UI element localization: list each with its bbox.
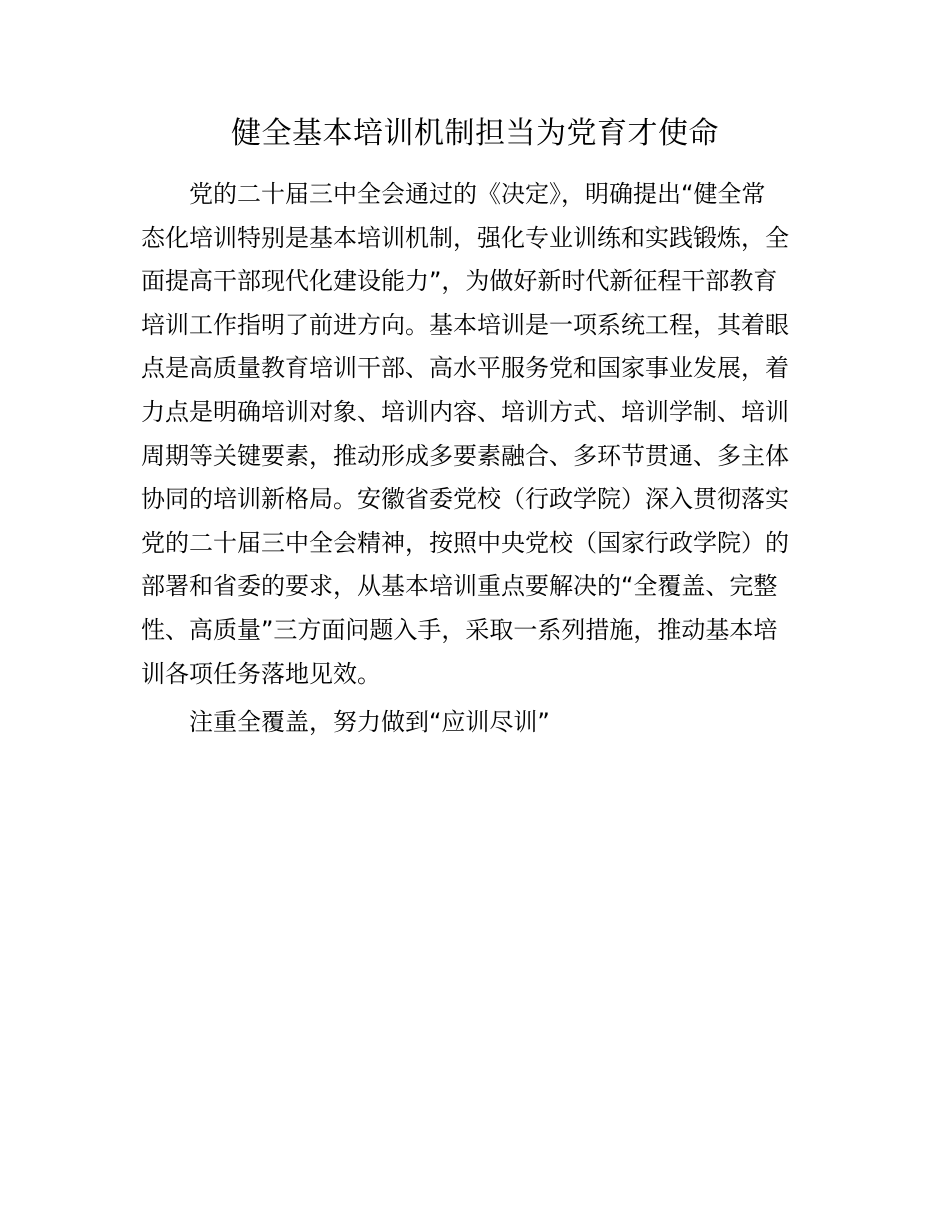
paragraph-line: 协同的培训新格局。安徽省委党校（行政学院）深入贯彻落实 xyxy=(141,485,789,514)
body-paragraph xyxy=(141,173,811,696)
paragraph-line: 态化培训特别是基本培训机制，强化专业训练和实践锻炼，全 xyxy=(141,223,789,252)
paragraph-line: 部署和省委的要求，从基本培训重点要解决的“全覆盖、完整 xyxy=(141,572,778,601)
paragraph-line: 面提高干部现代化建设能力”，为做好新时代新征程干部教育 xyxy=(141,267,778,296)
paragraph-line: 培训工作指明了前进方向。基本培训是一项系统工程，其着眼 xyxy=(141,310,789,339)
paragraph-line: 党的二十届三中全会精神，按照中央党校（国家行政学院）的 xyxy=(141,528,789,557)
paragraph-line: 点是高质量教育培训干部、高水平服务党和国家事业发展，着 xyxy=(141,354,789,383)
paragraph-line: 性、高质量”三方面问题入手，采取一系列措施，推动基本培 xyxy=(141,615,778,644)
paragraph-line: 周期等关键要素，推动形成多要素融合、多环节贯通、多主体 xyxy=(141,441,789,470)
paragraph-line: 力点是明确培训对象、培训内容、培训方式、培训学制、培训 xyxy=(141,397,789,426)
paragraph-line: 训各项任务落地见效。 xyxy=(141,659,381,688)
paragraph-line: 党的二十届三中全会通过的《决定》，明确提出“健全常 xyxy=(189,180,766,208)
document-title: 健全基本培训机制担当为党育才使命 xyxy=(231,116,719,151)
section-subheading: 注重全覆盖，努力做到“应训尽训” xyxy=(189,708,550,736)
